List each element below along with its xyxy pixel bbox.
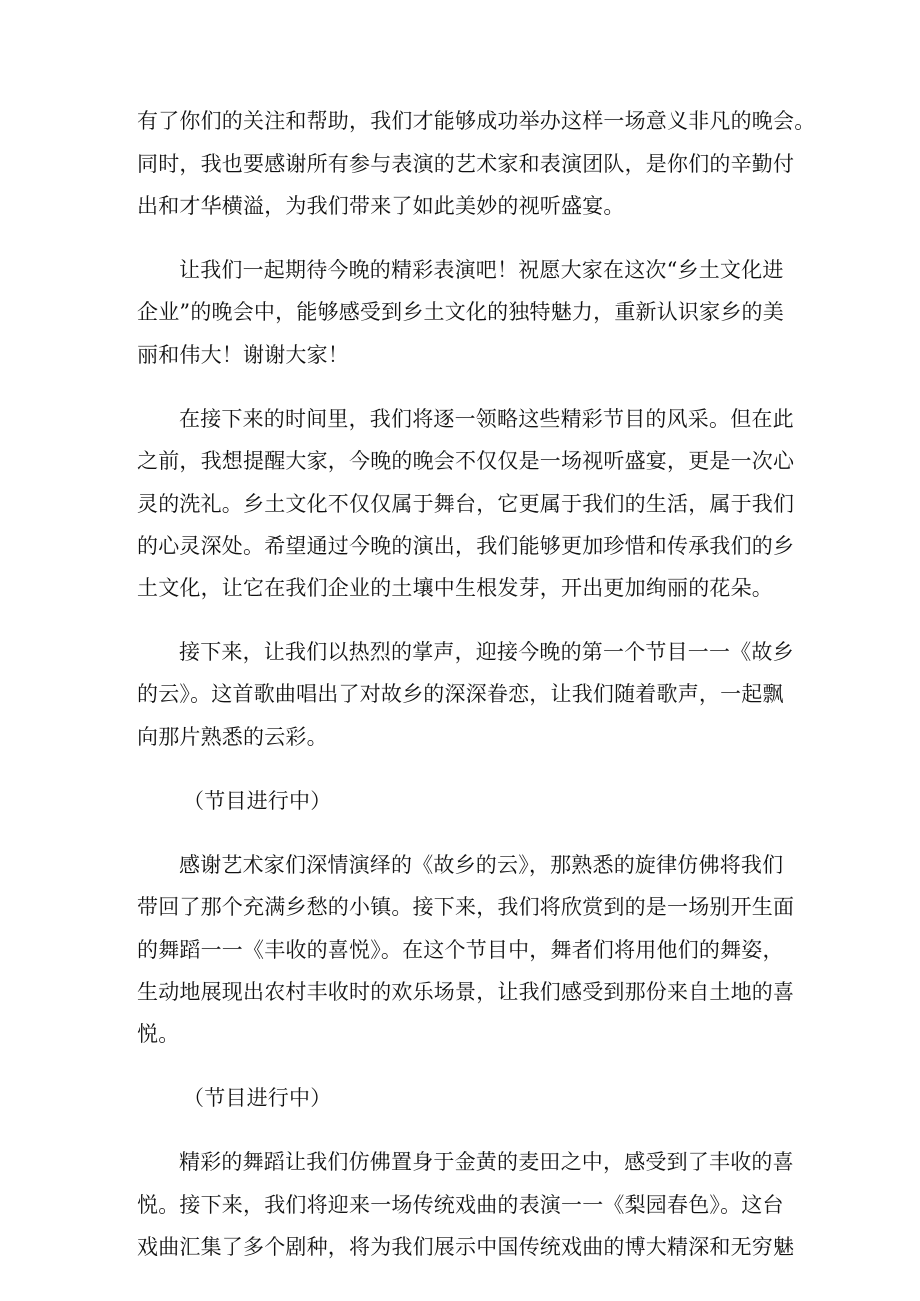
- text-line: 让我们一起期待今晚的精彩表演吧！祝愿大家在这次“乡土文化进: [179, 258, 784, 282]
- text-line: 土文化，让它在我们企业的土壤中生根发芽，开出更加绚丽的花朵。: [137, 576, 773, 600]
- text-line: 出和才华横溢，为我们带来了如此美妙的视听盛宴。: [137, 194, 625, 218]
- text-line: 悦。: [137, 1022, 180, 1046]
- text-line: 感谢艺术家们深情演绎的《故乡的云》，那熟悉的旋律仿佛将我们: [179, 853, 784, 877]
- text-line: 有了你们的关注和帮助，我们才能够成功举办这样一场意义非凡的晚会。: [137, 109, 816, 133]
- text-line: 向那片熟悉的云彩。: [137, 725, 328, 749]
- text-line: 生动地展现出农村丰收时的欢乐场景，让我们感受到那份来自土地的喜: [137, 980, 795, 1004]
- text-line: 灵的洗礼。乡土文化不仅仅属于舞台，它更属于我们的生活，属于我们: [137, 492, 795, 516]
- text-line: 接下来，让我们以热烈的掌声，迎接今晚的第一个节目一一《故乡: [179, 640, 794, 664]
- text-line: 的心灵深处。希望通过今晚的演出，我们能够更加珍惜和传承我们的乡: [137, 534, 795, 558]
- text-line: 的云》。这首歌曲唱出了对故乡的深深眷恋，让我们随着歌声，一起飘: [137, 682, 784, 706]
- stage-note: （节目进行中）: [183, 1086, 332, 1110]
- text-line: 同时，我也要感谢所有参与表演的艺术家和表演团队，是你们的辛勤付: [137, 152, 795, 176]
- text-line: 企业”的晚会中，能够感受到乡土文化的独特魅力，重新认识家乡的美: [137, 300, 784, 324]
- text-line: 之前，我想提醒大家，今晚的晚会不仅仅是一场视听盛宴，更是一次心: [137, 449, 795, 473]
- text-line: 丽和伟大！谢谢大家！: [137, 343, 349, 367]
- text-line: 在接下来的时间里，我们将逐一领略这些精彩节目的风采。但在此: [179, 407, 794, 431]
- text-line: 带回了那个充满乡愁的小镇。接下来，我们将欣赏到的是一场别开生面: [137, 895, 795, 919]
- stage-note: （节目进行中）: [183, 789, 332, 813]
- text-line: 的舞蹈一一《丰收的喜悦》。在这个节目中，舞者们将用他们的舞姿，: [137, 938, 784, 962]
- text-line: 精彩的舞蹈让我们仿佛置身于金黄的麦田之中，感受到了丰收的喜: [179, 1150, 794, 1174]
- text-line: 戏曲汇集了多个剧种，将为我们展示中国传统戏曲的博大精深和无穷魅: [137, 1235, 795, 1259]
- text-line: 悦。接下来，我们将迎来一场传统戏曲的表演一一《梨园春色》。这台: [137, 1193, 784, 1217]
